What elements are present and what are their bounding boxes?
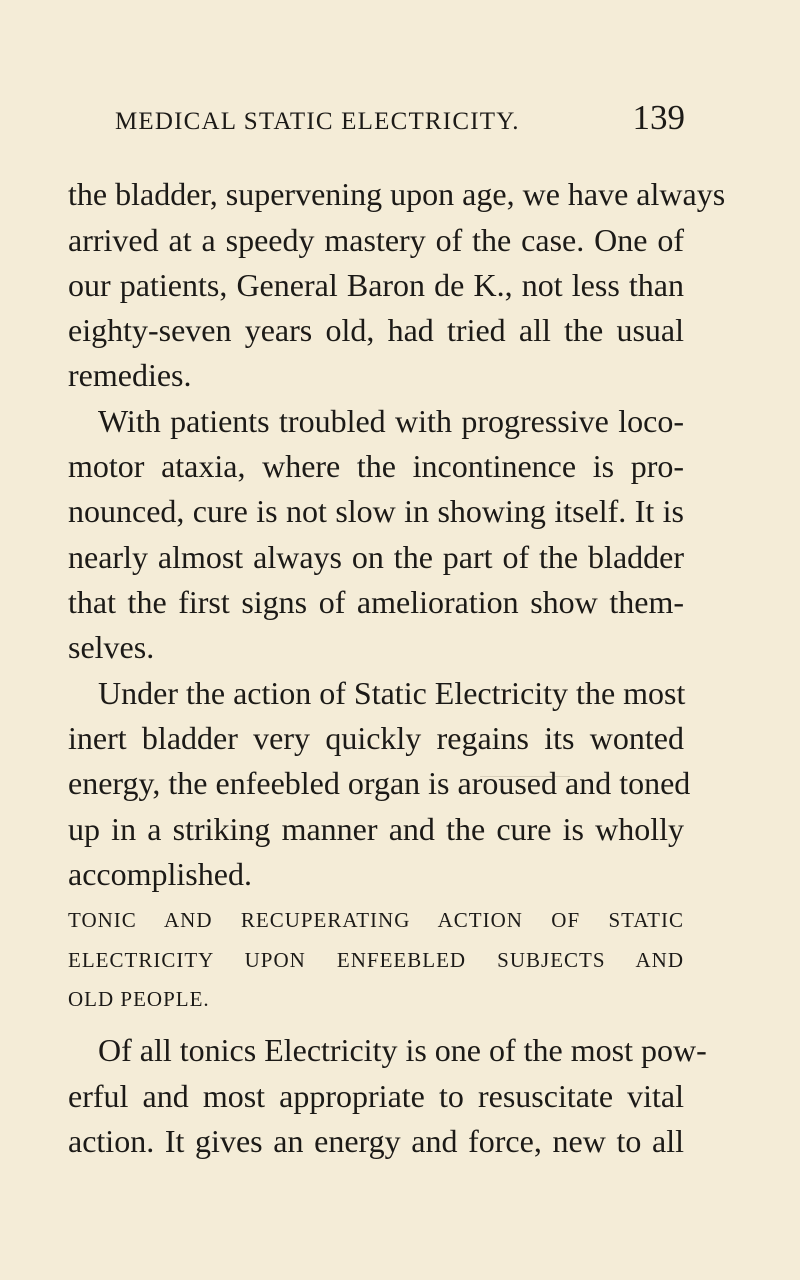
text-line: eighty-seven years old, had tried all the usual bbox=[68, 312, 684, 348]
text-line: remedies. bbox=[68, 357, 192, 393]
text-line: arrived at a speedy mastery of the case. One of bbox=[68, 222, 684, 258]
text-line: the bladder, supervening upon age, we have always bbox=[68, 176, 726, 212]
text-line: that the first signs of amelioration show them- bbox=[68, 584, 684, 620]
section-heading-line: OLD PEOPLE. bbox=[68, 987, 210, 1011]
text-line: our patients, General Baron de K., not less than bbox=[68, 267, 684, 303]
text-line: energy, the enfeebled organ is aroused and toned bbox=[68, 765, 691, 801]
running-title: MEDICAL STATIC ELECTRICITY. bbox=[115, 108, 520, 135]
text-line: selves. bbox=[68, 629, 155, 665]
section-heading-line: ELECTRICITY UPON ENFEEBLED SUBJECTS AND bbox=[68, 948, 684, 972]
text-line: With patients troubled with progressive loco- bbox=[98, 403, 684, 439]
text-line: nearly almost always on the part of the bladder bbox=[68, 539, 684, 575]
text-line: nounced, cure is not slow in showing itself. It is bbox=[68, 493, 684, 529]
section-heading-line: TONIC AND RECUPERATING ACTION OF STATIC bbox=[68, 908, 684, 932]
page-header bbox=[115, 96, 685, 140]
text-line: Under the action of Static Electricity the most bbox=[98, 675, 686, 711]
text-line: inert bladder very quickly regains its wonted bbox=[68, 720, 684, 756]
text-line: action. It gives an energy and force, new to all bbox=[68, 1123, 684, 1159]
text-line: motor ataxia, where the incontinence is pro- bbox=[68, 448, 684, 484]
text-line: accomplished. bbox=[68, 856, 252, 892]
text-line: up in a striking manner and the cure is wholly bbox=[68, 811, 684, 847]
text-line: erful and most appropriate to resuscitate vital bbox=[68, 1078, 684, 1114]
page-number: 139 bbox=[632, 98, 685, 137]
text-line: Of all tonics Electricity is one of the most pow- bbox=[98, 1032, 707, 1068]
faint-mark bbox=[480, 776, 570, 781]
